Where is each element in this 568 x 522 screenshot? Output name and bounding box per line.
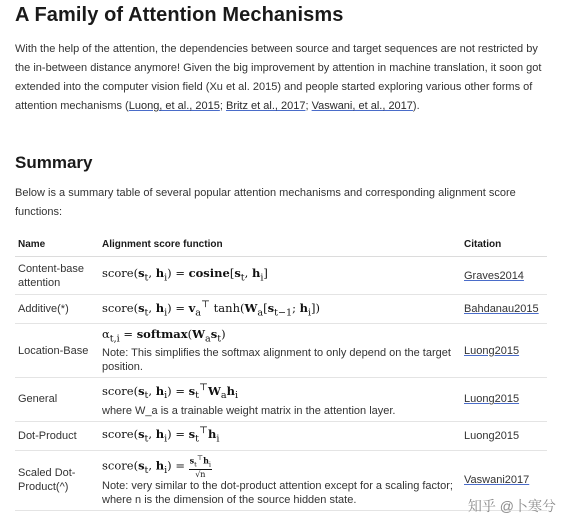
row-citation[interactable]: Vaswani2017 [461,450,547,510]
row-formula [99,421,461,450]
intro-end: ). [412,100,420,112]
zhihu-watermark [468,496,556,516]
header-score-function: Alignment score function [99,235,461,257]
formula-general: $score(s_t$, $h_i) = s_t^⊤W_ah_i$ [102,382,239,402]
row-formula [99,450,461,510]
row-formula [99,324,461,378]
table-row [15,295,547,324]
row-citation: Luong2015 [461,421,547,450]
row-name: Scaled Dot-Product(^) [15,450,99,510]
row-citation[interactable]: Graves2014 [461,257,547,295]
row-name: Content-base attention [15,257,99,295]
table-row [15,378,547,421]
header-name: Name [15,235,99,257]
row-name: Location-Base [15,324,99,378]
watermark-text: 知乎 @卜寒兮 [467,498,556,514]
link-luong-2015[interactable]: Luong, et al., 2015 [128,100,220,112]
summary-lead: Below is a summary table of several popular attention mechanisms and corresponding alignment score functions: [15,187,516,218]
row-name: Dot-Product [15,421,99,450]
formula-location-base: $\alpha_{t,i}$ = $softmax(W_as_t)$ [102,327,226,345]
row-name: General [15,378,99,421]
link-britz-2017[interactable]: Britz et al., 2017 [225,100,306,112]
attention-table [15,235,547,511]
row-note: where W_a is a trainable weight matrix in the attention layer. [102,404,396,417]
link-vaswani-2017[interactable]: Vaswani, et al., 2017 [311,100,413,112]
formula-dot-product: $score(s_t$, $h_i) = s_t^⊤h_i$ [102,425,220,445]
row-citation[interactable]: Bahdanau2015 [461,295,547,324]
page-title: A Family of Attention Mechanisms [15,4,344,26]
row-note: Note: very similar to the dot-product attention except for a scaling factor; where n is the dimension of the source hidden state. [102,479,453,506]
row-formula [99,295,461,324]
formula-scaled-dot-product: $score(s_t$, $h_i$) = $\frac{s_t^⊤h_i}{√n}$ [102,453,212,479]
row-citation[interactable]: Luong2015 [461,378,547,421]
summary-heading: Summary [15,153,93,172]
row-citation[interactable]: Luong2015 [461,324,547,378]
table-header-row [15,235,547,257]
formula-content-base: $score(s_t$, $h_i) = cosine[s_t$, $h_i$] [102,265,268,284]
intro-paragraph: With the help of the attention, the dependencies between source and target sequences are not restricted by the in-between distance anymore! Given the big improvement by attention in machine translation, it soon got extended into the computer vision field (Xu et al. 2015) and people started exploring various other forms of attention mechanisms (Luong, et al., 2015; Britz et al., 2017; Vaswani, et al., 2017). [15,43,542,112]
table-row [15,257,547,295]
formula-additive: $score(s_t$, $h_i) = v_a^⊤$ $\tanh(W_a[s_{t-1}$; $h_i$]) [102,299,321,319]
header-citation: Citation [461,235,547,257]
table-row [15,421,547,450]
row-name: Additive(*) [15,295,99,324]
row-formula [99,257,461,295]
intro-text: With the help of the attention, the dependencies between source and target sequences are not restricted by the in-between distance anymore! Given the big improvement by attention in machine translation, it soon got extended into the computer vision field (Xu et al. 2015) and people started exploring various other forms of attention mechanisms ( [15,43,542,112]
row-note: Note: This simplifies the softmax alignment to only depend on the target position. [102,347,451,374]
row-formula [99,378,461,421]
table-row [15,324,547,378]
